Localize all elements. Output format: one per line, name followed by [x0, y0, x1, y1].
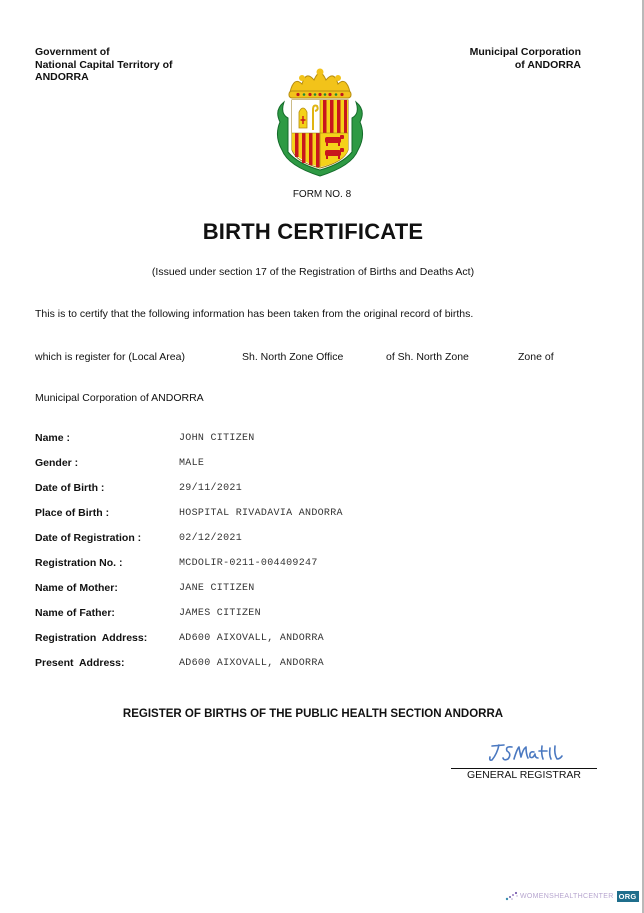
government-header [35, 46, 173, 84]
watermark-badge: ORG [618, 891, 637, 901]
field-value: JANE CITIZEN [179, 583, 255, 594]
municipal-header [470, 46, 581, 71]
field-label: Registration Address: [35, 632, 148, 644]
government-line-3: ANDORRA [35, 71, 89, 83]
register-heading: REGISTER OF BIRTHS OF THE PUBLIC HEALTH SECTION ANDORRA [122, 708, 504, 720]
field-label: Place of Birth : [35, 507, 110, 519]
field-label: Name : [35, 432, 71, 444]
field-value: AD600 AIXOVALL, ANDORRA [179, 658, 324, 669]
field-value: JOHN CITIZEN [179, 433, 255, 444]
field-value: MALE [179, 458, 205, 469]
government-line-2: National Capital Territory of [35, 58, 173, 71]
form-number: FORM NO. 8 [292, 189, 352, 200]
field-label: Date of Birth : [35, 482, 105, 494]
certify-statement: This is to certify that the following information has been taken from the original record of births. [35, 308, 474, 320]
field-label: Registration No. : [35, 557, 123, 569]
andorra-coat-of-arms-icon [272, 66, 368, 178]
field-value: 02/12/2021 [179, 533, 243, 544]
watermark-logo-icon [505, 890, 519, 902]
municipal-line-2: of ANDORRA [514, 58, 581, 71]
register-line-part-3: of Sh. North Zone [386, 351, 469, 363]
signatory-title: GENERAL REGISTRAR [467, 769, 581, 781]
field-label: Gender : [35, 457, 79, 469]
field-value: 29/11/2021 [179, 483, 243, 494]
document-subtitle: (Issued under section 17 of the Registration of Births and Deaths Act) [151, 266, 475, 278]
government-line-1: Government of [35, 46, 110, 58]
field-value: MCDOLIR-0211-004409247 [179, 558, 318, 569]
field-value: AD600 AIXOVALL, ANDORRA [179, 633, 324, 644]
watermark-text: WOMENSHEALTHCENTER [520, 892, 614, 900]
municipal-line-1: Municipal Corporation [469, 46, 581, 58]
document-title: BIRTH CERTIFICATE [202, 219, 424, 244]
watermark [505, 889, 639, 903]
signature-icon [486, 740, 566, 766]
field-label: Name of Father: [35, 607, 115, 619]
register-line-part-1: which is register for (Local Area) [35, 351, 185, 363]
field-label: Present Address: [35, 657, 125, 669]
field-value: HOSPITAL RIVADAVIA ANDORRA [179, 508, 343, 519]
municipal-line: Municipal Corporation of ANDORRA [35, 392, 204, 404]
field-label: Name of Mother: [35, 582, 118, 594]
field-label: Date of Registration : [35, 532, 142, 544]
field-value: JAMES CITIZEN [179, 608, 261, 619]
register-line-part-4: Zone of [518, 351, 554, 363]
register-line-part-2: Sh. North Zone Office [242, 351, 344, 363]
